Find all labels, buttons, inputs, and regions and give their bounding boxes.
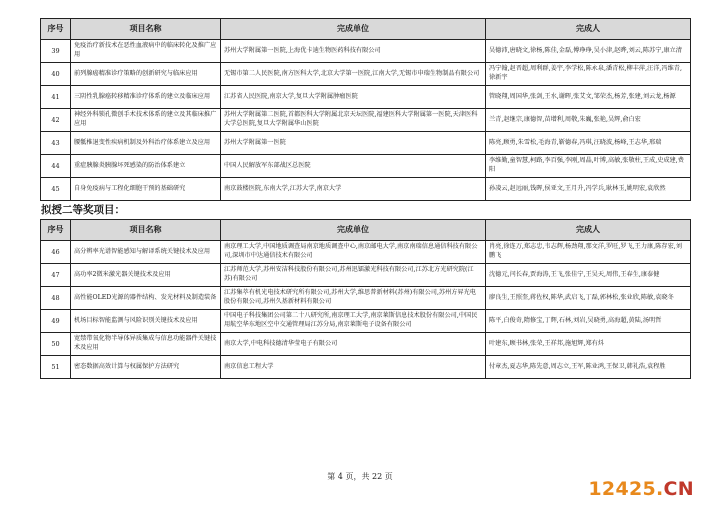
row-person: 管晓翔,周国华,张剑,王水,谢晖,张艾文,邹荣杰,杨芳,张建,刘云龙,杨源 [486,86,691,109]
row-project-name: 重症胰腺炎胰腺坏死感染的防治体系建立 [71,155,221,178]
row-project-name: 高功率2微米激光器关键技术及应用 [71,264,221,287]
row-person: 沈德元,闫长春,贾海涛,王飞,张佳宁,王吴天,周伟,王春生,康泰健 [486,264,691,287]
row-unit: 南京大学,中电科技德清华莹电子有限公司 [221,333,486,356]
table-row [41,310,691,333]
row-project-name: 免疫治疗新技术在恶性血液病中的临床转化及推广应用 [71,40,221,63]
row-no: 50 [41,333,71,356]
row-no: 45 [41,178,71,201]
row-unit: 江苏省人民医院,南京大学,复旦大学附属肿瘤医院 [221,86,486,109]
row-unit: 江苏集萃有机光电技术研究所有限公司,苏州大学,维思普新材料(苏州)有限公司,苏州方昇光电股份有限公司,苏州久基新材料有限公司 [221,287,486,310]
row-no: 44 [41,155,71,178]
row-project-name: 高性能OLED光源的器件结构、发光材料及制造装备 [71,287,221,310]
row-no: 43 [41,132,71,155]
row-person: 李维勤,童智慧,柯路,李百强,李刚,周晶,叶博,高敏,张敬柱,王成,史成建,费阳 [486,155,691,178]
row-person: 陈亮,顾勇,朱雪松,毛海青,靳德春,冯琪,汪晓波,杨峰,王志华,邢瑞 [486,132,691,155]
table-row [41,63,691,86]
row-unit: 中国电子科技集团公司第二十八研究所,南京理工大学,南京莱斯信息技术股份有限公司,中国民用航空华东地区空中交通管理局江苏分局,南京莱斯电子设备有限公司 [221,310,486,333]
row-project-name: 前列腺癌精准诊疗策略的创新研究与临床应用 [71,63,221,86]
header-no: 序号 [41,19,71,40]
row-unit: 苏州大学附属第一医院 [221,132,486,155]
page-footer: 第 4 页，共 22 页 [327,472,393,481]
table-row [41,264,691,287]
table-header-row [41,220,691,241]
section-title-second-class: 拟授二等奖项目： [41,204,125,216]
row-project-name: 腰骶椎退变性疾病机制及外科治疗体系建立及应用 [71,132,221,155]
row-unit: 南京鼓楼医院,东南大学,江苏大学,南京大学 [221,178,486,201]
row-no: 39 [41,40,71,63]
table-row [41,241,691,264]
row-project-name: 机场目标智能监测与风险识别关键技术及应用 [71,310,221,333]
row-unit: 苏州大学附属第二医院,首都医科大学附属北京天坛医院,福建医科大学附属第一医院,天津医科大学总医院,复旦大学附属华山医院 [221,109,486,132]
row-person: 廖良生,王照奎,蒋佐权,陈华,武启飞,丁磊,郭林松,张业欣,陈敏,袁晓冬 [486,287,691,310]
row-person: 孙凌云,赵远丽,钱晖,侯亚文,王月升,冯学兵,耿林玉,姚明宏,袁欣然 [486,178,691,201]
row-project-name: 密态数据高效计算与权属保护方法研究 [71,356,221,379]
row-unit: 江苏师范大学,苏州安洁科技股份有限公司,苏州迅镭激光科技有限公司,江苏北方光研究院(江苏)有限公司 [221,264,486,287]
row-person: 兰青,赵继宗,康德智,苗增利,周敬,朱巍,张艳,吴辉,俞白宏 [486,109,691,132]
row-no: 48 [41,287,71,310]
header-name: 项目名称 [71,19,221,40]
row-no: 42 [41,109,71,132]
watermark-dot: . [656,478,664,500]
awards-table-first-class [40,18,691,201]
row-unit: 无锡市第二人民医院,南方医科大学,北京大学第一医院,江南大学,无锡市申瑞生物制品有限公司 [221,63,486,86]
row-project-name: 三阴性乳腺癌转移精准诊疗体系的建立及临床应用 [71,86,221,109]
row-unit: 苏州大学附属第一医院,上海优卡迪生物医药科技有限公司 [221,40,486,63]
header-name: 项目名称 [71,220,221,241]
row-person: 叶建东,顾书林,张荣,王祥邦,施旭辉,郑有炓 [486,333,691,356]
header-no: 序号 [41,220,71,241]
table-row [41,86,691,109]
row-person: 肖亮,徐连万,郑志忠,韦志辉,杨劲翔,那文洋,罗旺,罗飞,王力康,陈存宏,刘鹏飞 [486,241,691,264]
row-no: 40 [41,63,71,86]
row-unit: 南京理工大学,中国地质调查局南京地质调查中心,南京邮电大学,南京南瑞信息通信科技有限公司,深圳市中达通信技术有限公司 [221,241,486,264]
row-person: 付章杰,夏志华,陈先意,周志立,王军,陈业鸿,王保卫,韩礼浩,袁程胜 [486,356,691,379]
table-row [41,155,691,178]
header-person: 完成人 [486,220,691,241]
watermark-cn: CN [663,478,694,500]
row-no: 41 [41,86,71,109]
header-person: 完成人 [486,19,691,40]
table-row [41,40,691,63]
row-no: 51 [41,356,71,379]
table-row [41,132,691,155]
row-unit: 中国人民解放军东部战区总医院 [221,155,486,178]
award-document-page [40,18,690,379]
row-project-name: 高分辨率光谱智能感知与解译系统关键技术及应用 [71,241,221,264]
row-no: 46 [41,241,71,264]
table-row [41,333,691,356]
row-no: 49 [41,310,71,333]
table-row [41,287,691,310]
watermark-number: 12425 [588,478,657,500]
row-project-name: 自身免疫病与工程化细胞干预的基础研究 [71,178,221,201]
row-person: 吴德沛,唐晓文,徐杨,陈佳,金磊,傅琤琤,吴小津,赵晔,刘云,陈苏宁,康立清 [486,40,691,63]
table-row [41,109,691,132]
row-person: 冯宁翰,赵晋超,周利群,姜宇,李学松,陈永泉,潘青松,柳丰萍,汪洋,冯维青,徐新宇 [486,63,691,86]
table-row [41,356,691,379]
table-row [41,178,691,201]
row-person: 陈平,白俊奇,隋修宝,丁辉,石林,刘岩,吴晓勇,高海超,黄陆,汤明哲 [486,310,691,333]
row-no: 47 [41,264,71,287]
awards-table-second-class [40,219,691,379]
site-watermark-logo [588,478,694,500]
header-unit: 完成单位 [221,220,486,241]
row-project-name: 神经外科锁孔微创手术技术体系的建立及其临床推广应用 [71,109,221,132]
row-project-name: 宽禁带氧化物半导体异质集成与信息功能器件关键技术及应用 [71,333,221,356]
header-unit: 完成单位 [221,19,486,40]
row-unit: 南京信息工程大学 [221,356,486,379]
table-header-row [41,19,691,40]
